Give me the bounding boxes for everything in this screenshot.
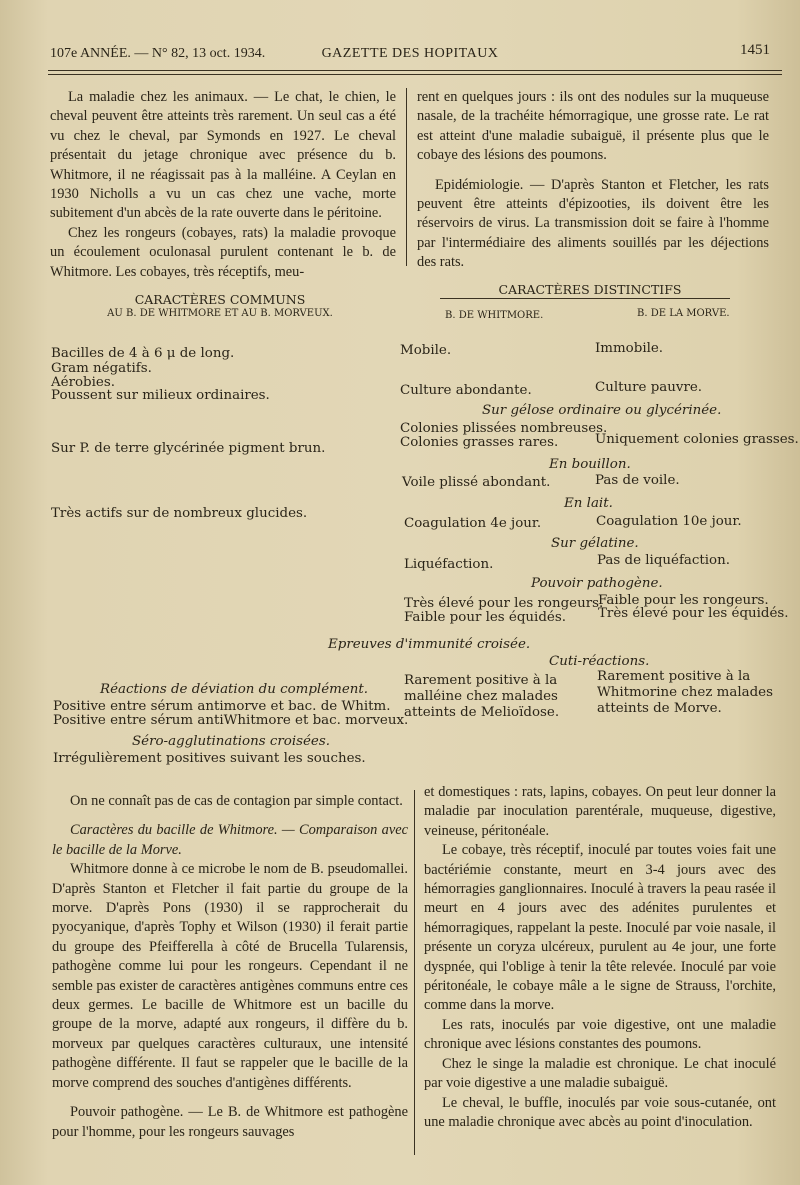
paragraph: Whitmore donne à ce microbe le nom de B. pseudomallei. D'après Stanton et Fletcher il fait partie du groupe de la morve. D'après Pons (1930) il se rapprocherait du pyocyanique, d'après Tophy et Wilson (1930) il ferait partie du groupe des Pfeifferella à côté de Brucella Tularensis, pathogène comme lui pour les rongeurs. Cependant il ne semble pas exister de caractères antigènes communs entre ces deux germes. Le bacille de Whitmore est un bacille du groupe de la morve, adapté aux rongeurs, il diffère du b. morveux par quelques caractères culturaux, une intensité pathogène différente. Il faut se rappeler que le bacille de la morve comprend des souches d'antigènes différents. <box>52 861 408 1091</box>
common-characters-subtitle: AU B. DE WHITMORE ET AU B. MORVEUX. <box>107 308 333 319</box>
whitmore-cell: Très élevé pour les rongeurs. <box>404 596 604 611</box>
common-item: Très actifs sur de nombreux glucides. <box>51 506 308 521</box>
section-heading: Epreuves d'immunité croisée. <box>328 637 531 652</box>
paragraph: On ne connaît pas de cas de contagion par simple contact. <box>70 793 403 809</box>
whitmore-cell: Mobile. <box>400 343 452 358</box>
top-left-column <box>50 88 396 282</box>
bottom-right-column <box>424 783 776 1132</box>
paragraph: et domestiques : rats, lapins, cobayes. On peut leur donner la maladie par inoculation parentérale, muqueuse, digestive, veineuse, péritonéale. <box>424 784 776 839</box>
common-characters-title: CARACTÈRES COMMUNS <box>134 292 306 307</box>
common-item: Poussent sur milieux ordinaires. <box>51 388 270 403</box>
paragraph: La maladie chez les animaux. — Le chat, le chien, le cheval peuvent être atteints très rarement. Un seul cas a été vu chez le cheval, par Symonds en 1927. Le cheval présentait du jetage chronique avec présence du b. Whitmore, il ne réagissait pas à la malléine. A Ceylan en 1930 Nicholls a vu un cas chez une vache, morte subitement d'un abcès de la rate ouverte dans le péritoine. <box>50 89 396 222</box>
common-item: Sur P. de terre glycérinée pigment brun. <box>51 441 326 456</box>
column-header-whitmore: B. DE WHITMORE. <box>445 310 544 321</box>
bottom-left-column <box>52 792 408 1142</box>
paragraph: Chez le singe la maladie est chronique. Le chat inoculé par voie digestive a une maladie subaiguë. <box>424 1055 776 1092</box>
paragraph: Chez les rongeurs (cobayes, rats) la maladie provoque un écoulement oculonasal purulent contenant le b. de Whitmore. Les cobayes, très réceptifs, meu- <box>50 224 396 280</box>
top-right-column <box>417 88 769 273</box>
section-heading: Pouvoir pathogène. <box>531 576 663 591</box>
paragraph: Le cobaye, très réceptif, inoculé par toutes voies fait une bactériémie constante, meurt en 3-4 jours avec des hémorragies ganglionnaires. Inoculé à travers la peau rasée il meurt en 4 jours avec des adénites purulentes et hémorragiques, rappelant la peste. Inoculé par voie nasale, il présente un coryza ulcéreux, purulent au 4e jour, une forte dyspnée, qui l'oblige à tenir la tête relevée. Inoculé par voie péritonéale, le cobaye mâle a le signe de Strauss, l'orchite, comme dans la morve. <box>424 842 777 1014</box>
whitmore-cell: Liquéfaction. <box>404 557 494 572</box>
paragraph: Le cheval, le buffle, inoculés par voie sous-cutanée, ont une maladie chronique avec abcès au point d'inoculation. <box>424 1094 776 1130</box>
column-header-morve: B. DE LA MORVE. <box>637 308 730 319</box>
whitmore-cell: Faible pour les équidés. <box>404 610 566 625</box>
section-heading: Réactions de déviation du complément. <box>100 682 369 697</box>
whitmore-cell: Colonies grasses rares. <box>400 435 559 450</box>
morve-cell: Culture pauvre. <box>595 380 703 395</box>
section-heading: En bouillon. <box>549 457 631 472</box>
issue-info: 107e ANNÉE. — N° 82, 13 oct. 1934. <box>50 46 266 61</box>
morve-cell: Très élevé pour les équidés. <box>598 606 789 621</box>
column-divider <box>414 790 415 1155</box>
journal-title: GAZETTE DES HOPITAUX <box>321 46 499 61</box>
section-heading: En lait. <box>564 496 613 511</box>
morve-cell: Uniquement colonies grasses. <box>595 432 799 447</box>
header-rule <box>48 70 782 71</box>
morve-cell: Immobile. <box>595 341 664 356</box>
whitmore-cell: Rarement positive à la malléine chez malades atteints de Melioïdose. <box>404 673 560 720</box>
section-heading: Cuti-réactions. <box>549 654 650 669</box>
whitmore-cell: Voile plissé abondant. <box>402 475 551 490</box>
whitmore-cell: Colonies plissées nombreuses. <box>400 421 608 436</box>
title-rule <box>440 298 730 299</box>
paragraph: Caractères du bacille de Whitmore. — Comparaison avec le bacille de la Morve. <box>52 822 408 858</box>
header-rule-2 <box>48 74 782 75</box>
page-number: 1451 <box>740 42 770 58</box>
paragraph: Epidémiologie. — D'après Stanton et Fletcher, les rats peuvent être atteints d'épizooties, ils doivent être les réservoirs de virus. La transmission doit se faire à l'homme par l'intermédiaire des aliments souillés par les déjections des rats. <box>417 176 769 271</box>
morve-cell: Coagulation 10e jour. <box>596 514 742 529</box>
morve-cell: Rarement positive à la Whitmorine chez malades atteints de Morve. <box>597 669 773 716</box>
common-item: Bacilles de 4 à 6 μ de long. <box>51 346 235 361</box>
column-divider <box>406 88 407 266</box>
common-item: Irrégulièrement positives suivant les souches. <box>53 751 366 766</box>
section-heading: Sur gélose ordinaire ou glycérinée. <box>482 403 722 418</box>
common-item: Positive entre sérum antimorve et bac. de Whitm. <box>53 699 391 714</box>
whitmore-cell: Culture abondante. <box>400 383 532 398</box>
common-item: Aérobies. <box>51 375 115 390</box>
distinct-characters-title: CARACTÈRES DISTINCTIFS <box>498 282 682 297</box>
paragraph: Pouvoir pathogène. — Le B. de Whitmore est pathogène pour l'homme, pour les rongeurs sauvages <box>52 1104 408 1140</box>
section-heading: Séro-agglutinations croisées. <box>132 734 330 749</box>
morve-cell: Pas de voile. <box>595 473 680 488</box>
paragraph: rent en quelques jours : ils ont des nodules sur la muqueuse nasale, de la trachéite hémorragique, une grosse rate. Le rat est atteint d'une maladie subaiguë, il présente plus que le cobaye des lésions des poumons. <box>417 89 769 164</box>
whitmore-cell: Coagulation 4e jour. <box>404 516 542 531</box>
paragraph: Les rats, inoculés par voie digestive, ont une maladie chronique avec lésions constantes des poumons. <box>424 1016 776 1053</box>
common-item: Positive entre sérum antiWhitmore et bac. morveux. <box>53 713 409 728</box>
morve-cell: Faible pour les rongeurs. <box>598 593 769 608</box>
running-header <box>50 42 770 64</box>
morve-cell: Pas de liquéfaction. <box>597 553 731 568</box>
common-item: Gram négatifs. <box>51 361 152 376</box>
section-heading: Sur gélatine. <box>551 536 639 551</box>
